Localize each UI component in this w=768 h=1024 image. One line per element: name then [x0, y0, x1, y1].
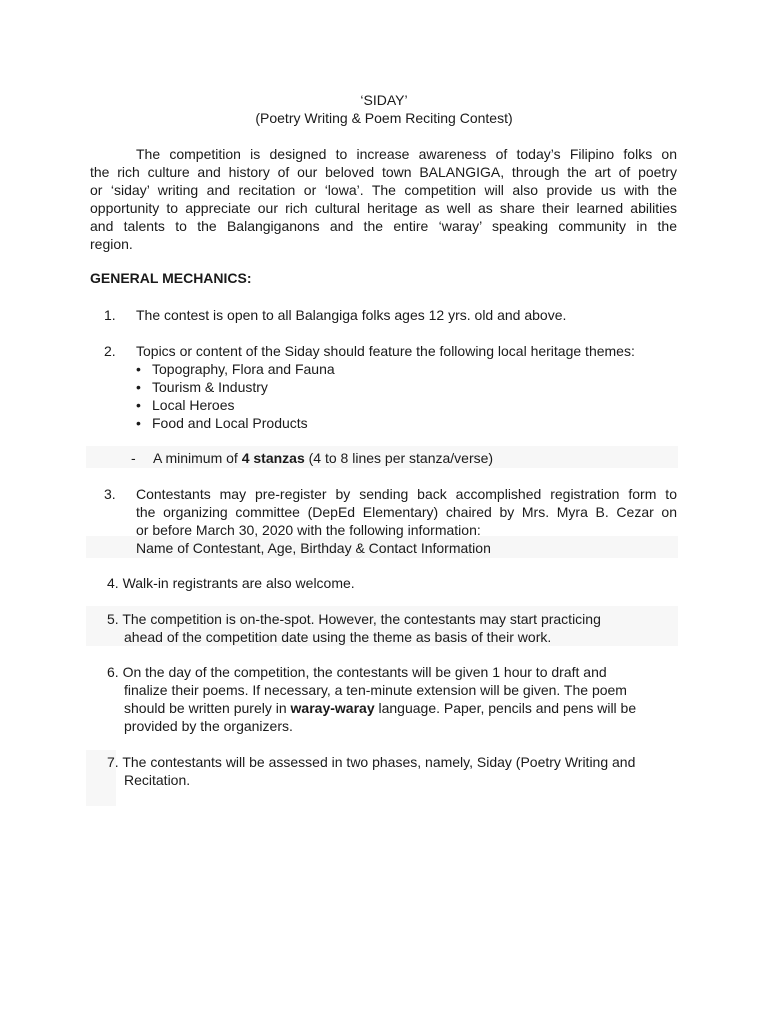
intro-line: the rich culture and history of our beloved town BALANGIGA, through the art of poetry — [90, 164, 677, 180]
theme-item: Food and Local Products — [152, 415, 308, 431]
theme-item: Local Heroes — [152, 397, 235, 413]
item-text: or before March 30, 2020 with the following information: — [136, 522, 481, 538]
document-title: ‘SIDAY’ — [360, 92, 408, 108]
item-number: 3. — [104, 486, 116, 502]
language-name: waray-waray — [290, 700, 375, 716]
item-text: 5. The competition is on-the-spot. However, the contestants may start practicing — [107, 611, 601, 627]
stanza-post: (4 to 8 lines per stanza/verse) — [304, 450, 494, 466]
section-heading: GENERAL MECHANICS: — [90, 270, 252, 286]
intro-line: and talents to the Balangiganons and the entire ‘waray’ speaking community in the — [90, 218, 677, 234]
item-text: the organizing committee (DepEd Elementary) chaired by Mrs. Myra B. Cezar on — [136, 504, 677, 520]
item-text: Topics or content of the Siday should feature the following local heritage themes: — [136, 343, 635, 359]
stanza-pre: A minimum of — [153, 450, 242, 466]
theme-item: Tourism & Industry — [152, 379, 268, 395]
intro-line: or ‘siday’ writing and recitation or ‘lowa’. The competition will also provide us with the — [90, 182, 677, 198]
intro-line: The competition is designed to increase awareness of today’s Filipino folks on — [136, 146, 677, 162]
item-text: Contestants may pre-register by sending back accomplished registration form to — [136, 486, 677, 502]
bullet-icon: • — [136, 379, 141, 395]
item-text: 6. On the day of the competition, the contestants will be given 1 hour to draft and — [107, 664, 607, 680]
item-number: 1. — [104, 307, 116, 323]
bullet-icon: • — [136, 415, 141, 431]
item-text: 7. The contestants will be assessed in two phases, namely, Siday (Poetry Writing and — [107, 754, 636, 770]
bullet-icon: • — [136, 397, 141, 413]
document-subtitle: (Poetry Writing & Poem Reciting Contest) — [255, 110, 513, 126]
intro-line: region. — [90, 236, 133, 252]
item-text: provided by the organizers. — [124, 718, 293, 734]
item-text: Recitation. — [124, 772, 191, 788]
bullet-icon: • — [136, 361, 141, 377]
intro-line: opportunity to appreciate our rich cultural heritage as well as share their learned abilities — [90, 200, 677, 216]
language-pre: should be written purely in — [124, 700, 291, 716]
dash-marker: - — [131, 450, 136, 466]
item-text: 4. Walk-in registrants are also welcome. — [107, 575, 355, 591]
stanza-count: 4 stanzas — [241, 450, 305, 466]
item-text — [124, 699, 636, 717]
item-text: The contest is open to all Balangiga folks ages 12 yrs. old and above. — [136, 307, 567, 323]
theme-item: Topography, Flora and Fauna — [152, 361, 335, 377]
item-text: finalize their poems. If necessary, a ten-minute extension will be given. The poem — [124, 682, 627, 698]
language-post: language. Paper, pencils and pens will be — [374, 700, 637, 716]
item-text: Name of Contestant, Age, Birthday & Contact Information — [136, 540, 491, 556]
item-number: 2. — [104, 343, 116, 359]
stanza-requirement — [153, 449, 493, 467]
item-text: ahead of the competition date using the theme as basis of their work. — [124, 629, 552, 645]
